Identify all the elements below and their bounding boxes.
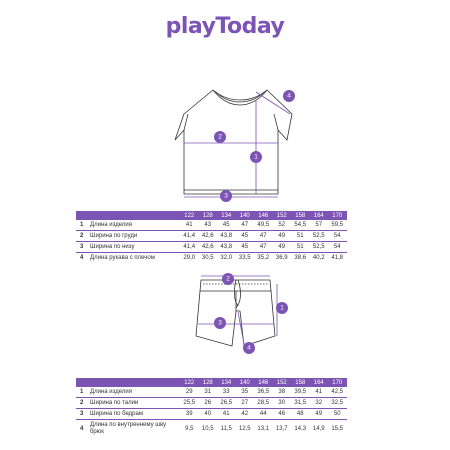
table-cell: 47: [254, 242, 273, 253]
table-cell: 40,2: [310, 253, 329, 264]
tshirt-size-table: [76, 211, 347, 263]
table-cell: 27: [236, 398, 255, 409]
size-header: 122: [180, 378, 199, 387]
table-cell: 32,5: [328, 398, 347, 409]
table-cell: 26: [199, 398, 218, 409]
shorts-marker-3-num: 3: [218, 319, 222, 327]
size-header: 134: [217, 211, 236, 220]
table-cell: 45: [222, 222, 230, 228]
tshirt-table-header: [76, 211, 347, 220]
table-cell: 9,5: [180, 420, 199, 439]
size-header: 128: [199, 211, 218, 220]
row-label: Длина по внутреннему шву брюк: [90, 420, 180, 439]
table-cell: 48: [291, 409, 310, 420]
row-number: 4: [76, 420, 90, 439]
table-cell: 52,5: [310, 242, 329, 253]
table-cell: 13,1: [254, 420, 273, 439]
table-cell: 43: [204, 222, 212, 228]
table-cell: 32: [310, 398, 329, 409]
shorts-marker-1-num: 1: [280, 304, 284, 312]
logo-today: Today: [215, 14, 285, 39]
table-cell: 51: [291, 242, 310, 253]
shorts-size-table: [76, 378, 347, 438]
row-label: Длина изделия: [90, 389, 132, 395]
size-header: 170: [328, 211, 347, 220]
size-header: 158: [291, 211, 310, 220]
table-cell: 14,9: [310, 420, 329, 439]
row-label: Длина изделия: [90, 222, 132, 228]
size-header: 152: [273, 378, 292, 387]
table-cell: 35: [241, 389, 249, 395]
table-row: [76, 398, 347, 409]
table-cell: 36,9: [273, 253, 292, 264]
table-cell: 49: [310, 409, 329, 420]
table-cell: 41: [315, 389, 323, 395]
row-label: Ширина по талии: [90, 398, 180, 409]
size-header: 134: [217, 378, 236, 387]
table-cell: 25,5: [180, 398, 199, 409]
brand-logo: [0, 14, 450, 39]
size-header: 152: [273, 211, 292, 220]
table-cell: 26,5: [217, 398, 236, 409]
row-number: 2: [76, 398, 90, 409]
table-cell: 12,5: [236, 420, 255, 439]
table-cell: 31,5: [291, 398, 310, 409]
logo-play: play: [165, 14, 216, 39]
row-label: Ширина по низу: [90, 242, 180, 253]
table-cell: 41: [217, 409, 236, 420]
table-cell: 41,8: [328, 253, 347, 264]
shorts-marker-4-num: 4: [247, 344, 251, 352]
size-header: 146: [254, 378, 273, 387]
tshirt-marker-3-num: 3: [224, 192, 228, 200]
table-cell: 52,5: [310, 231, 329, 242]
table-cell: 32,0: [217, 253, 236, 264]
tshirt-marker-1-num: 1: [254, 153, 258, 161]
size-header: 128: [199, 378, 218, 387]
size-header: 140: [236, 211, 255, 220]
table-cell: 40: [199, 409, 218, 420]
shorts-table-header: [76, 378, 347, 387]
table-cell: 54: [328, 242, 347, 253]
table-cell: 43,8: [217, 231, 236, 242]
size-header: 158: [291, 378, 310, 387]
table-cell: 42,5: [331, 389, 344, 395]
table-cell: 49: [273, 242, 292, 253]
table-cell: 29: [185, 389, 193, 395]
table-cell: 30: [273, 398, 292, 409]
table-cell: 45: [236, 242, 255, 253]
table-cell: 50: [328, 409, 347, 420]
table-cell: 52: [278, 222, 286, 228]
table-cell: 49,5: [257, 222, 270, 228]
table-cell: 38,6: [291, 253, 310, 264]
table-cell: 47: [254, 231, 273, 242]
table-cell: 44: [254, 409, 273, 420]
row-number: 4: [76, 253, 90, 264]
table-row: [76, 231, 347, 242]
table-cell: 15,5: [328, 420, 347, 439]
tshirt-marker-2-num: 2: [218, 133, 222, 141]
table-row: [76, 409, 347, 420]
table-cell: 47: [241, 222, 249, 228]
tshirt-drawing: [0, 80, 450, 205]
table-cell: 54: [328, 231, 347, 242]
row-label: Ширина по груди: [90, 231, 180, 242]
row-number: 3: [76, 242, 90, 253]
table-cell: 42,6: [199, 242, 218, 253]
row-label: Ширина по бедрам: [90, 409, 180, 420]
table-row: [76, 253, 347, 264]
table-cell: 59,5: [331, 222, 344, 228]
table-cell: 35,2: [254, 253, 273, 264]
row-number: 3: [76, 409, 90, 420]
table-cell: 42,6: [199, 231, 218, 242]
table-cell: 41: [185, 222, 193, 228]
table-cell: 31: [204, 389, 212, 395]
table-cell: 54,5: [294, 222, 307, 228]
table-cell: 39,5: [294, 389, 307, 395]
table-row: [76, 220, 347, 231]
table-cell: 36,5: [257, 389, 270, 395]
row-label: Длина рукава с плечом: [90, 253, 180, 264]
table-cell: 33: [222, 389, 230, 395]
shorts-marker-2-num: 2: [226, 275, 230, 283]
tshirt-marker-4-num: 4: [287, 92, 291, 100]
table-cell: 46: [273, 409, 292, 420]
table-cell: 43,8: [217, 242, 236, 253]
table-cell: 45: [236, 231, 255, 242]
table-cell: 42: [236, 409, 255, 420]
row-number: 2: [76, 231, 90, 242]
table-cell: 57: [315, 222, 323, 228]
table-row: [76, 387, 347, 398]
table-row: [76, 242, 347, 253]
table-cell: 28,5: [254, 398, 273, 409]
size-header: 146: [254, 211, 273, 220]
table-cell: 14,3: [291, 420, 310, 439]
table-cell: 30,5: [199, 253, 218, 264]
table-cell: 38: [278, 389, 286, 395]
size-header: 122: [180, 211, 199, 220]
size-header: 164: [310, 211, 329, 220]
table-cell: 39: [180, 409, 199, 420]
table-cell: 41,4: [180, 242, 199, 253]
shorts-drawing: [0, 266, 450, 376]
table-cell: 11,5: [217, 420, 236, 439]
table-cell: 51: [291, 231, 310, 242]
table-cell: 33,5: [236, 253, 255, 264]
table-cell: 10,5: [199, 420, 218, 439]
table-cell: 41,4: [180, 231, 199, 242]
table-cell: 49: [273, 231, 292, 242]
row-number: 1: [80, 389, 84, 395]
size-header: 170: [328, 378, 347, 387]
tshirt-marker-badges: [214, 90, 295, 202]
size-header: 140: [236, 378, 255, 387]
size-header: 164: [310, 378, 329, 387]
table-cell: 13,7: [273, 420, 292, 439]
table-row: [76, 420, 347, 439]
table-cell: 29,0: [180, 253, 199, 264]
row-number: 1: [80, 222, 84, 228]
